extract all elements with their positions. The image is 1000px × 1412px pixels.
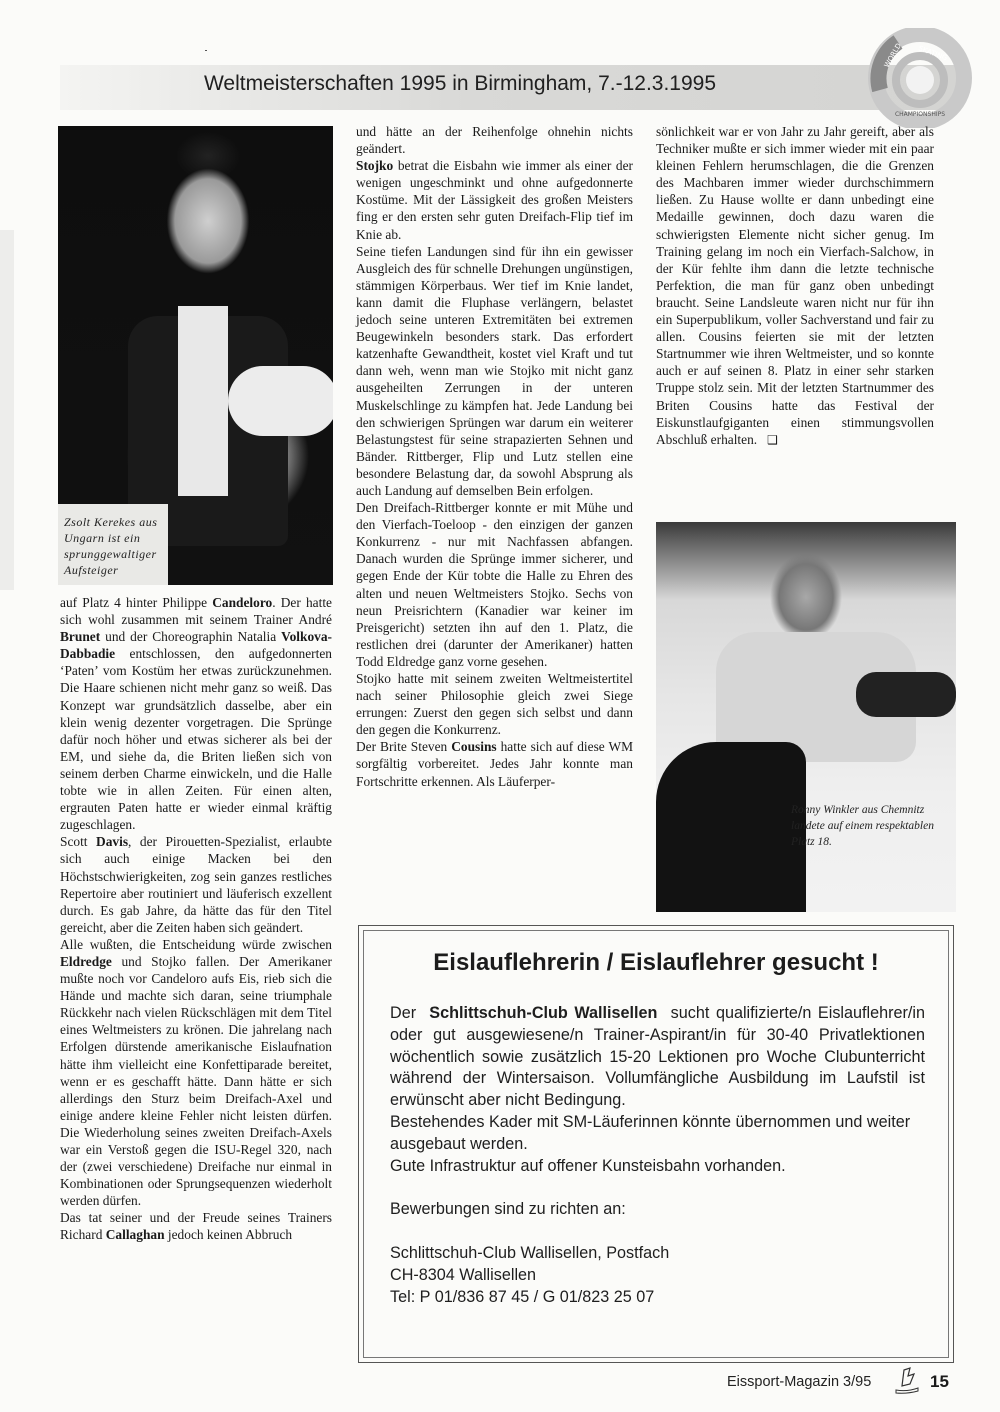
world-championships-logo-icon <box>858 28 978 128</box>
paragraph: Stojko hatte mit seinem zweiten Weltmeistertitel nach seiner Philosophie gleich zwei Siege errungen: Zuerst den gegen sich selbst und dann den gegen die Konkurrenz. <box>356 671 633 738</box>
print-mark <box>205 50 207 51</box>
paragraph: Der Brite Steven Cousins hatte sich auf diese WM sorgfältig vorbereitet. Jedes Jahr konnte man Fortschritte erkennen. Als Läuferper- <box>356 739 633 789</box>
photo-legs-shape <box>656 742 806 912</box>
page-number: 15 <box>930 1372 949 1391</box>
photo-caption: Ronny Winkler aus Chemnitz landete auf einem respektablen Platz 18. <box>791 804 934 848</box>
photo-zsolt-kerekes <box>58 126 333 585</box>
photo-arm-shape <box>228 366 333 436</box>
paragraph: Alle wußten, die Entscheidung würde zwischen Eldredge und Stojko fallen. Der Amerikaner mußte noch vor Candeloro aufs Eis, rieb sich die Hände und machte sich daran, seine triumphale Rückkehr nach vielen Rückschlägen mit dem Titel eines Weltmeisters zu krönen. Die jahrelang nach Erfolgen dürstende amerikanische Eislaufnation hätte ihm vielleicht eine Konfettiparade bereitet, wenn er es geschafft hätte. Dann hätte er sich allerdings den Sturz beim Dreifach-Axel und einige andere kleine Fehler nicht leisten dürfen. Die Wiederholung seines zweiten Dreifach-Axels war ein Verstoß gegen die ISU-Regel 320, nach der (zwei verschiedene) Dreifache nur einmal in Kombinationen oder Sprungsequenzen wiederholt werden dürfen. <box>60 936 332 1209</box>
ad-apply-to: Bewerbungen sind zu richten an: <box>390 1200 626 1219</box>
ad-address-line: CH-8304 Wallisellen <box>390 1265 537 1284</box>
paragraph: Das tat seiner und der Freude seines Trainers Richard Callaghan jedoch keinen Abbruch <box>60 1210 332 1243</box>
page-title: Weltmeisterschaften 1995 in Birmingham, 7.-12.3.1995 <box>203 72 717 95</box>
ad-address-line: Schlittschuh-Club Wallisellen, Postfach <box>390 1244 670 1263</box>
svg-text:CHAMPIONSHIPS: CHAMPIONSHIPS <box>894 111 946 118</box>
article-column-3 <box>656 123 934 449</box>
ad-line-squad: Bestehendes Kader mit SM-Läuferinnen könnte übernommen und weiter ausgebaut werden. <box>390 1112 911 1153</box>
page-edge-shadow <box>0 230 14 590</box>
paragraph: Scott Davis, der Pirouetten-Spezialist, erlaubte sich auch einige Macken bei den Höchstschwierigkeiten, zog sein ganzes restliches Repertoire aber routiniert und läuferisch exzellent durch. Es gab Jahre, da hätte das für den Titel gereicht, aber die Zeiten haben sich geändert. <box>60 834 332 935</box>
svg-text:WORLD: WORLD <box>882 41 904 69</box>
svg-text:SKATING: SKATING <box>917 44 949 63</box>
paragraph: und hätte an der Reihenfolge ohnehin nichts geändert. <box>356 124 633 157</box>
end-of-article-icon: ❑ <box>767 432 778 447</box>
ad-title: Eislauflehrerin / Eislauflehrer gesucht ! <box>433 949 879 976</box>
paragraph: sönlichkeit war er von Jahr zu Jahr gereift, aber als Techniker mußte er sich immer wieder mit ein paar kleinen Fehlern herumschlagen, die die Grenzen des Machbaren immer wieder durchschimmern ließen. Zu Hause wollte er dann unbedingt eine Medaille gewinnen, doch dazu waren die schwierigsten Elemente nicht sicher genug. Im Training gelang im noch ein Vierfach-Salchow, in der Kür fehlte ihm dann die letzte technische Perfektion, die man für ganz oben unbedingt braucht. Seine Landsleute waren nicht nur für ihn ein Superpublikum, voller Sachverstand und fair zu allen. Cousins feierten sie mit der letzten Startnummer wie ihren Weltmeister, und so konnte auch er auf seinen 8. Platz in einer sehr starken Truppe stolz sein. Mit der letzten Startnummer des Briten Cousins hatte das Festival der Eiskunstlaufgiganten einen stimmungsvollen Abschluß erhalten. ❑ <box>656 123 934 449</box>
magazine-issue: Eissport-Magazin 3/95 <box>727 1374 872 1390</box>
job-advertisement <box>358 925 954 1363</box>
paragraph: Den Dreifach-Rittberger konnte er mit Mühe und den Vierfach-Toeloop - den einzigen der ganzen Konkurrenz - nur mit Nachfassen abfangen. Danach wurden die Sprünge immer sicherer, und gegen Ende der Kür tobte die Halle zu Ehren des alten und neuen Weltmeisters Stojko. Sechs von neun Preisrichtern (Kanadier war keiner im Preisgericht) setzten ihn auf den 1. Platz, die restlichen drei (darunter der Amerikaner) hatten Todd Eldredge ganz vorne gesehen. <box>356 500 633 669</box>
ad-inner-border <box>363 930 949 1358</box>
article-column-2 <box>356 123 633 790</box>
photo-ronny-winkler <box>656 522 956 912</box>
club-name: Schlittschuh-Club Wallisellen <box>429 1004 658 1022</box>
photo-caption: Zsolt Kerekes aus Ungarn ist ein sprunggewaltiger Aufsteiger <box>64 515 158 577</box>
paragraph: Stojko betrat die Eisbahn wie immer als einer der wenigen ungeschminkt und ohne aufgedonnerte Kostüme. Mit der Lässigkeit des großen Meisters fing er den ersten sehr guten Dreifach-Flip tief im Knie ab. <box>356 158 633 242</box>
ad-phone: Tel: P 01/836 87 45 / G 01/823 25 07 <box>390 1287 655 1306</box>
ad-intro: Der Schlittschuh-Club Wallisellen sucht qualifizierte/n Eislauflehrer/in oder gut ausgewiesene/n Trainer-Aspirant/in für 30-40 Privatlektionen wöchentlich sowie zusätzlich 15-20 Lektionen pro Woche Clubunterricht während der Wintersaison. Vollumfängliche Ausbildung im Laufstil ist erwünscht aber nicht Bedingung. <box>390 1004 925 1110</box>
ad-body <box>390 1003 925 1309</box>
photo-shirt-shape <box>178 306 228 496</box>
ad-line-infrastructure: Gute Infrastruktur auf offener Kunsteisbahn vorhanden. <box>390 1156 786 1175</box>
article-column-1 <box>60 594 332 1244</box>
photo-arm-shape <box>856 672 956 717</box>
skate-wing-logo-icon <box>892 1366 922 1396</box>
paragraph: Seine tiefen Landungen sind für ihn ein gewisser Ausgleich des für schnelle Drehungen ungünstigen, stämmigen Körperbaus. Wer tief im Knie landet, kann damit die Fluphase verlängern, belastet jedoch seine unteren Extremitäten bei extremen Beugewinkeln besonders stark. Das erfordert katzenhafte Gewandtheit, kostet viel Kraft und tut dann weh, wenn man wie Stojko mit nicht ganz ausgeheilten Zerrungen in der unteren Muskelschlinge zu kämpfen hat. Jede Landung bei den schwierigen Sprüngen war darum ein weiterer Belastungstest für seine strapazierten Sehnen und Bänder. Rittberger, Flip und Lutz stellen eine besondere Belastung dar, da sowohl Absprung als auch Landung auf demselben Bein erfolgen. <box>356 243 633 498</box>
paragraph: auf Platz 4 hinter Philippe Candeloro. Der hatte sich wohl zusammen mit seinem Trainer André Brunet und der Choreographin Natalia Volkova-Dabbadie entschlossen, den aufgedonnerten ‘Paten’ vom Kostüm her etwas zurückzunehmen. Die Haare schienen nicht mehr ganz so weiß. Das Konzept war grundsätzlich dasselbe, aber ein klein wenig dezenter vorgetragen. Die Sprünge dafür noch höher und etwas sicherer als bei der EM, und siehe da, die Briten ließen sich von seinem derben Charme einwickeln, und die Halle tobte wie in allen Zeiten. Für einen alten, ergrauten Paten hatte er wieder einmal kräftig zugeschlagen. <box>60 595 333 833</box>
